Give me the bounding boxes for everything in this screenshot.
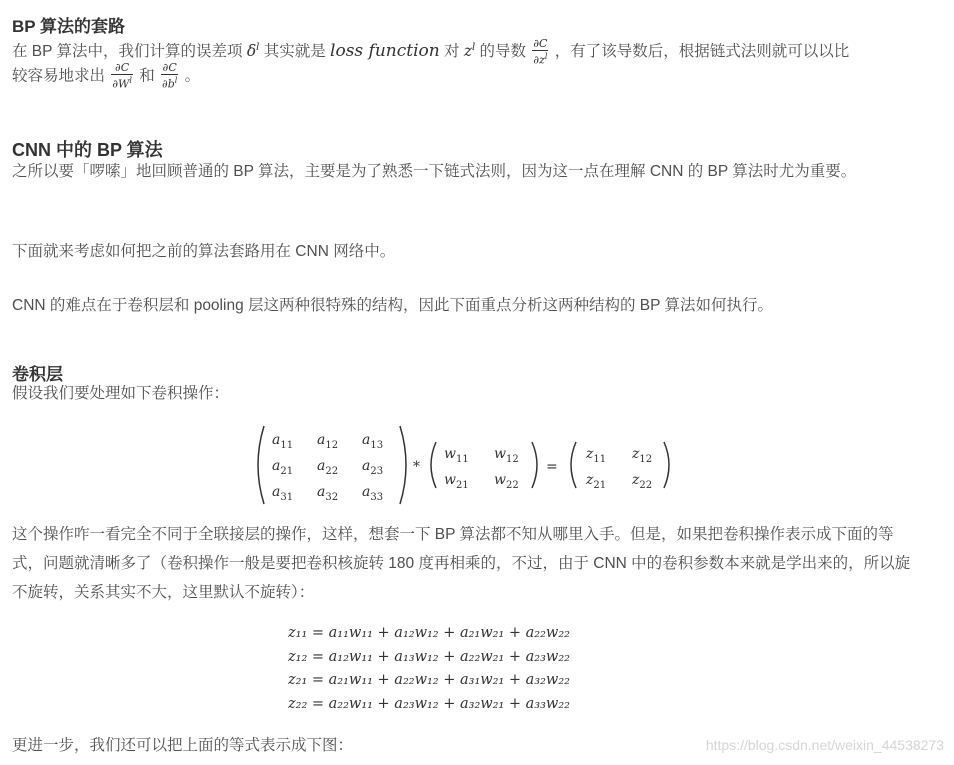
cnn-bp-paragraph-1: 之所以要「啰嗦」地回顾普通的 BP 算法，主要是为了熟悉一下链式法则，因为这一点在理解 CNN 的 BP 算法时尤为重要。	[12, 163, 857, 180]
matrix-a-entry: $a_{13}$	[362, 432, 384, 451]
bp-routine-paragraph: 在 BP 算法中，我们计算的误差项 $\delta^l$ 其实就是 loss function 对 $z^l$ 的导数 $\frac{\partial C}{\partial z^l}$ ，有了该导数后，根据链式法则就可以以比 较容易地求出 $\frac{\partial C}{\partial W^l}$ 和 $\frac{\partial C}{\partial b^l}$ 。	[12, 36, 850, 91]
convolution-matrix-equation	[250, 422, 690, 508]
equation-line: z₁₂ = a₁₂w₁₁ + a₁₃w₁₂ + a₂₂w₂₁ + a₂₃w₂₂	[288, 648, 570, 665]
matrix-z-entry: $z_{21}$	[586, 472, 607, 491]
conv-explanation-paragraph: 这个操作咋一看完全不同于全联接层的操作，这样，想套一下 BP 算法都不知从哪里入手。但是，如果把卷积操作表示成下面的等式，问题就清晰多了（卷积操作一般是要把卷积核旋转 180 度再相乘的，不过，由于 CNN 中的卷积参数本来就是学出来的，所以旋不旋转，关系其实不大，这里默认不旋转）：	[12, 526, 911, 601]
matrix-a-entry: $a_{23}$	[362, 458, 384, 477]
equation-line: z₁₁ = a₁₁w₁₁ + a₁₂w₁₂ + a₂₁w₂₁ + a₂₂w₂₂	[288, 625, 570, 641]
matrix-a-entry: $a_{31}$	[272, 484, 294, 503]
cnn-bp-paragraph-2: 下面就来考虑如何把之前的算法套路用在 CNN 网络中。	[12, 243, 396, 260]
matrix-w-entry: $w_{21}$	[444, 472, 469, 491]
matrix-w-entry: $w_{12}$	[494, 446, 519, 465]
fraction-dC-db: $\frac{\partial C}{\partial b^l}$	[162, 61, 178, 91]
matrix-a-entry: $a_{21}$	[272, 458, 294, 477]
equals-operator: =	[546, 459, 558, 475]
section-title-conv-layer: 卷积层	[12, 365, 63, 384]
convolution-equations	[0, 622, 954, 716]
matrix-z-entry: $z_{12}$	[632, 446, 653, 465]
matrix-w-entry: $w_{22}$	[494, 472, 519, 491]
z-symbol: $z^l$	[463, 42, 476, 61]
section-title-cnn-bp: CNN 中的 BP 算法	[12, 140, 163, 160]
fraction-dC-dW: $\frac{\partial C}{\partial W^l}$	[112, 61, 132, 91]
matrix-a-entry: $a_{33}$	[362, 484, 384, 503]
equation-line: z₂₂ = a₂₂w₁₁ + a₂₃w₁₂ + a₃₂w₂₁ + a₃₃w₂₂	[288, 695, 570, 712]
watermark-url: https://blog.csdn.net/weixin_44538273	[705, 737, 944, 753]
delta-symbol: $\delta^l$	[246, 42, 260, 61]
section-title-bp-routine: BP 算法的套路	[12, 17, 126, 36]
matrix-a-entry: $a_{11}$	[272, 432, 294, 451]
conv-figure-intro: 更进一步，我们还可以把上面的等式表示成下图：	[12, 737, 354, 754]
matrix-a-entry: $a_{12}$	[317, 432, 339, 451]
conv-intro-text: 假设我们要处理如下卷积操作：	[12, 385, 230, 402]
matrix-w-entry: $w_{11}$	[444, 446, 469, 465]
matrix-z-entry: $z_{11}$	[586, 446, 607, 465]
matrix-a-entry: $a_{22}$	[317, 458, 339, 477]
matrix-a-entry: $a_{32}$	[317, 484, 339, 503]
loss-function-term: loss function	[330, 41, 440, 62]
cnn-bp-paragraph-3: CNN 的难点在于卷积层和 pooling 层这两种很特殊的结构，因此下面重点分析这两种结构的 BP 算法如何执行。	[12, 297, 774, 314]
fraction-dC-dz: $\frac{\partial C}{\partial z^l}$	[533, 36, 548, 67]
equation-line: z₂₁ = a₂₁w₁₁ + a₂₂w₁₂ + a₃₁w₂₁ + a₃₂w₂₂	[288, 672, 570, 688]
matrix-z-entry: $z_{22}$	[632, 472, 653, 491]
convolution-operator: *	[413, 459, 420, 475]
